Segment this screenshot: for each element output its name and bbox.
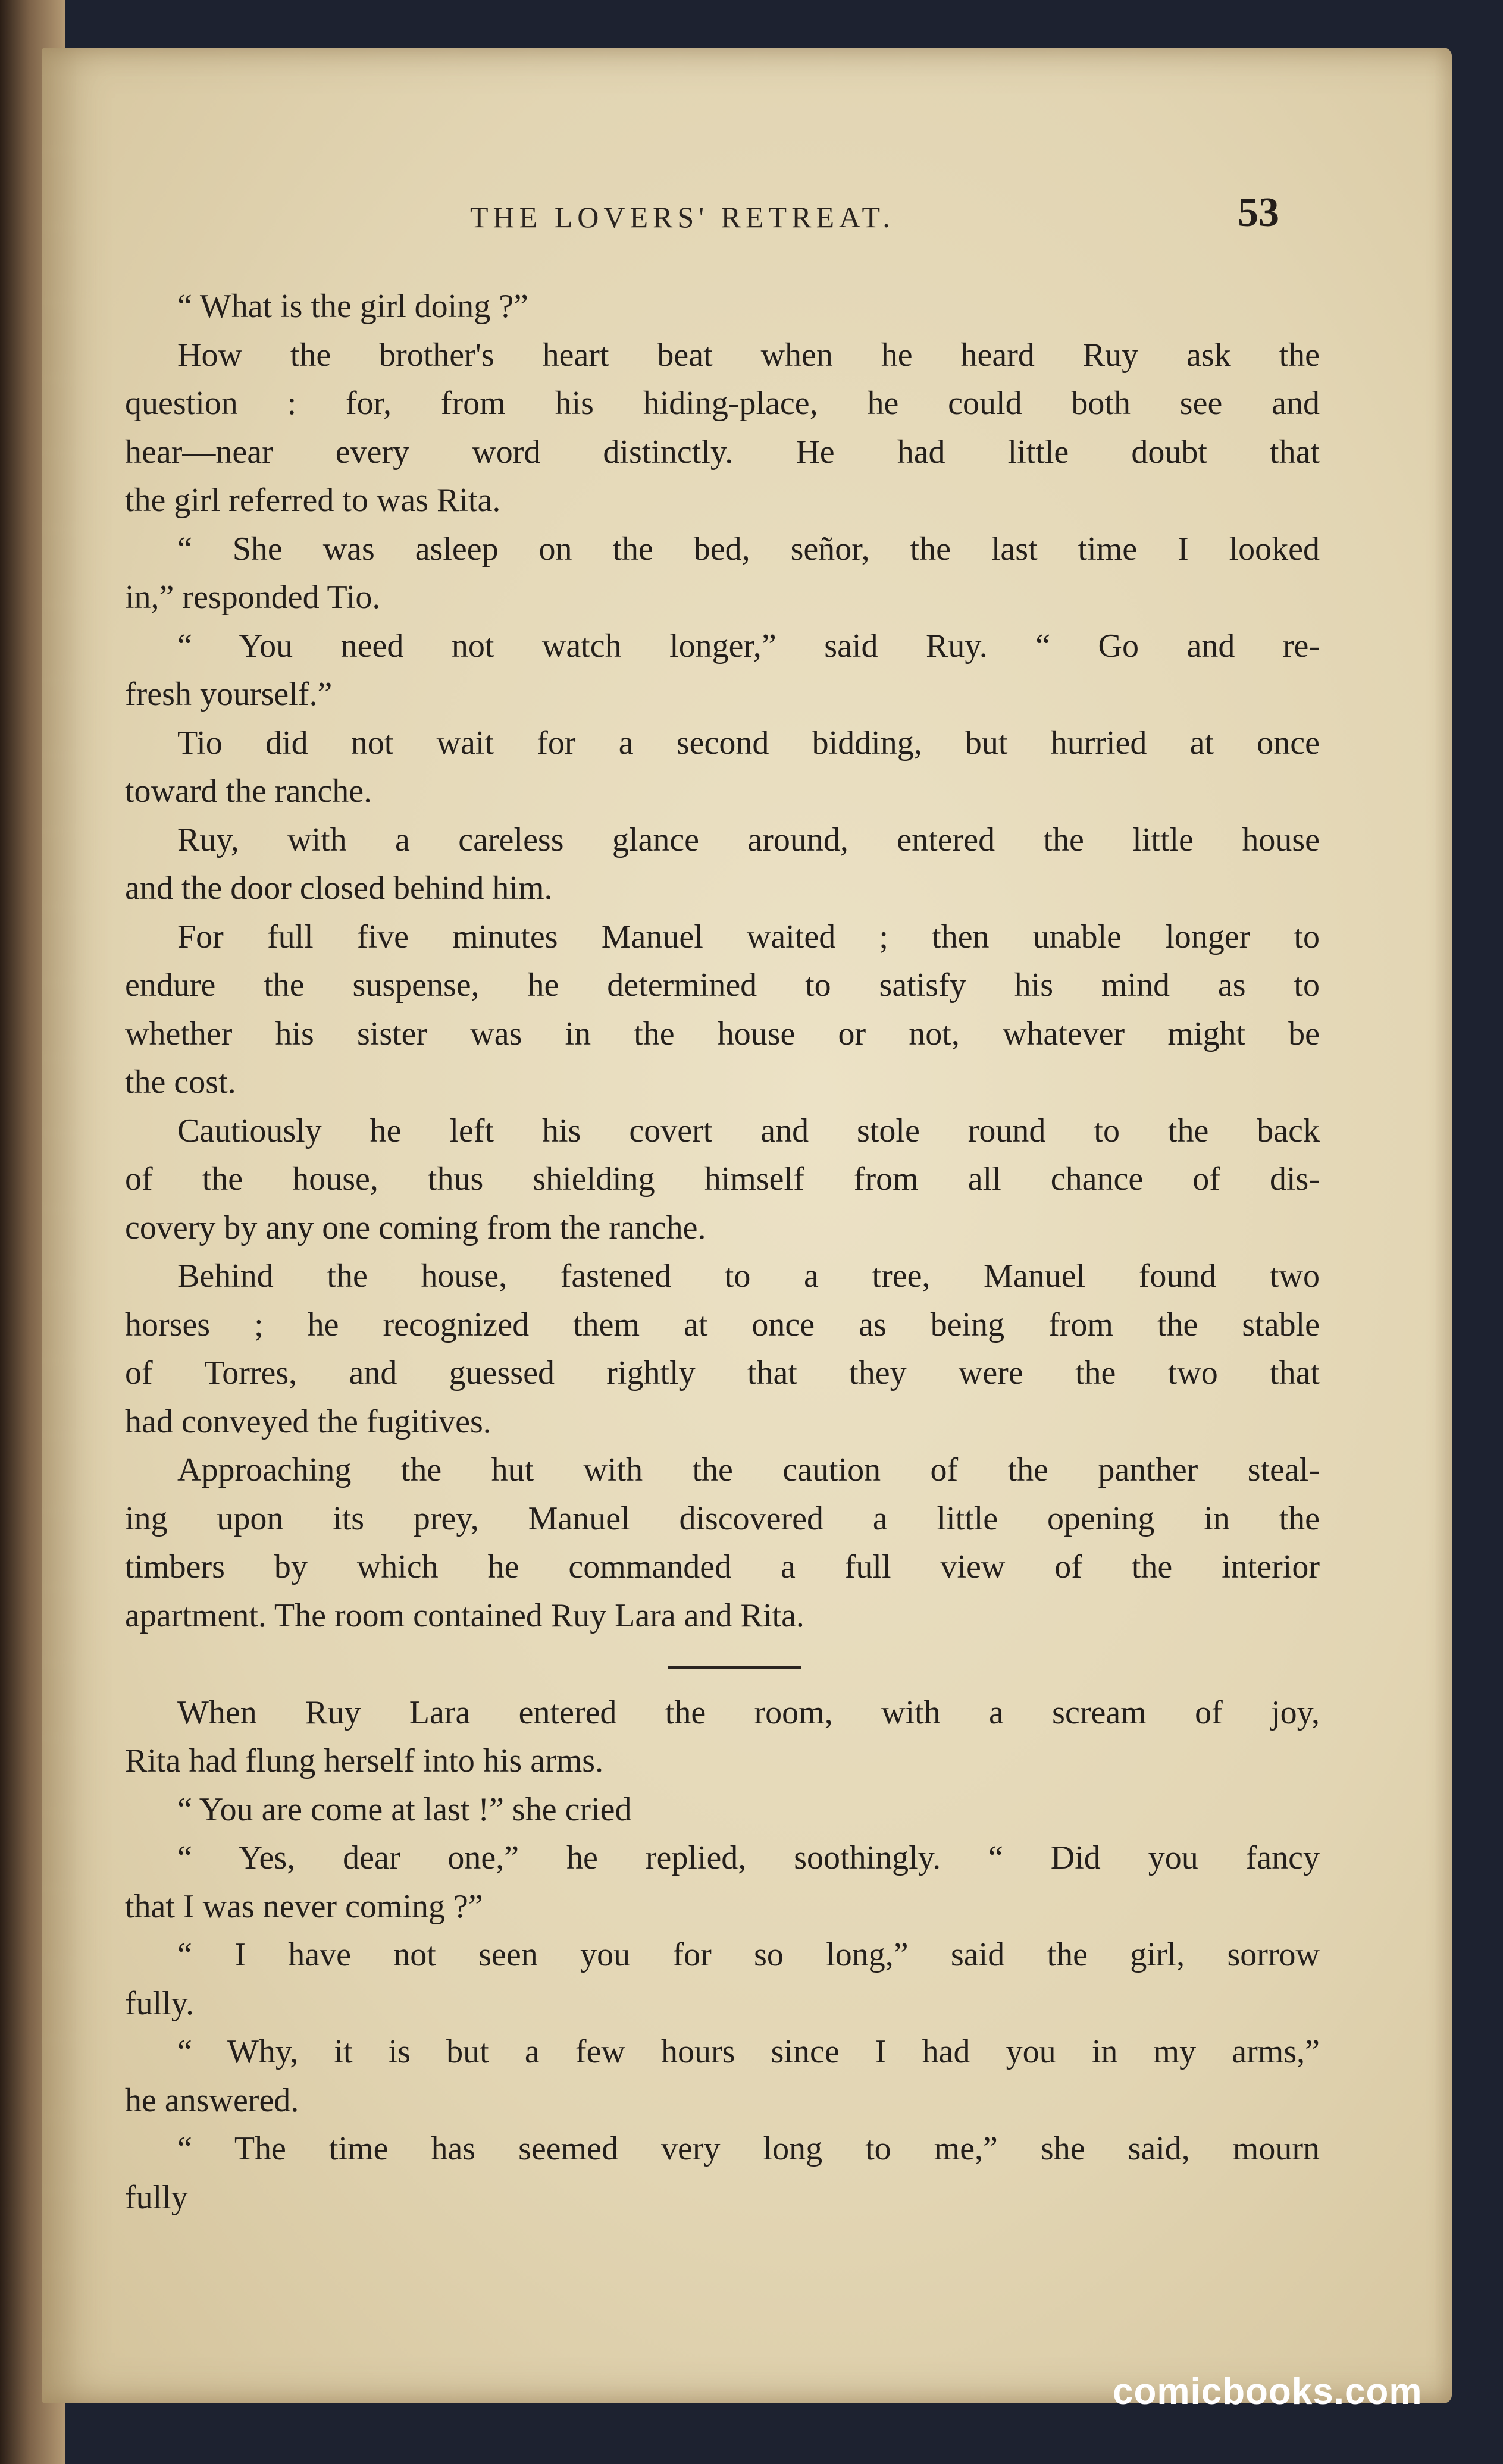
text-line: fresh yourself.” [125,676,333,713]
text-line: toward the ranche. [125,773,372,810]
text-line: the girl referred to was Rita. [125,482,501,519]
text-line: “ You need not watch longer,” said Ruy. “ Go and re- [177,627,1320,664]
text-line: the cost. [125,1064,236,1101]
section-break [125,1640,1320,1689]
text-line: How the brother's heart beat when he heard Ruy ask the [177,336,1320,374]
text-line: question : for, from his hiding-place, he could both see and [125,385,1320,422]
text-line: When Ruy Lara entered the room, with a scream of joy, [177,1694,1320,1731]
text-line: Tio did not wait for a second bidding, but hurried at once [177,724,1320,761]
page-number: 53 [1238,190,1279,236]
text-line: Cautiously he left his covert and stole round to the back [177,1112,1320,1149]
text-line: Rita had flung herself into his arms. [125,1742,604,1779]
text-line: apartment. The room contained Ruy Lara and Rita. [125,1597,804,1634]
section-divider [668,1666,801,1669]
text-line: covery by any one coming from the ranche. [125,1209,706,1246]
text-line: “ What is the girl doing ?” [177,288,528,325]
text-line: whether his sister was in the house or not, whatever might be [125,1015,1320,1052]
text-line: Approaching the hut with the caution of the panther steal- [177,1452,1320,1488]
text-line: “ She was asleep on the bed, señor, the last time I looked [177,530,1320,568]
site-watermark: comicbooks.com [1113,2371,1423,2412]
text-line: he answered. [125,2081,299,2119]
text-line: that I was never coming ?” [125,1888,483,1925]
text-line: of Torres, and guessed rightly that they were the two that [125,1355,1320,1391]
running-head: THE LOVERS' RETREAT. [470,200,895,234]
text-line: horses ; he recognized them at once as being from the stable [125,1306,1320,1343]
text-line: “ Why, it is but a few hours since I had you in my arms,” [177,2033,1320,2070]
text-line: Ruy, with a careless glance around, entered the little house [177,821,1320,858]
text-line: “ You are come at last !” she cried [177,1791,632,1828]
page-header [42,189,1452,243]
text-line: “ Yes, dear one,” he replied, soothingly. “ Did you fancy [177,1839,1320,1876]
text-line: fully [125,2178,188,2216]
text-line: had conveyed the fugitives. [125,1403,491,1440]
book-page [42,48,1452,2403]
text-line: ing upon its prey, Manuel discovered a little opening in the [125,1500,1320,1537]
text-line: For full five minutes Manuel waited ; then unable longer to [177,918,1320,955]
text-line: fully. [125,1985,195,2022]
body-text [125,283,1320,2222]
text-line: and the door closed behind him. [125,870,553,907]
text-line: hear—near every word distinctly. He had little doubt that [125,433,1320,471]
text-line: endure the suspense, he determined to satisfy his mind as to [125,967,1320,1004]
text-line: in,” responded Tio. [125,579,381,616]
text-line: Behind the house, fastened to a tree, Manuel found two [177,1258,1320,1294]
text-line: “ I have not seen you for so long,” said the girl, sorrow [177,1936,1320,1973]
text-line: “ The time has seemed very long to me,” she said, mourn [177,2130,1320,2167]
text-line: timbers by which he commanded a full view of the interior [125,1548,1320,1585]
text-line: of the house, thus shielding himself from all chance of dis- [125,1161,1320,1197]
